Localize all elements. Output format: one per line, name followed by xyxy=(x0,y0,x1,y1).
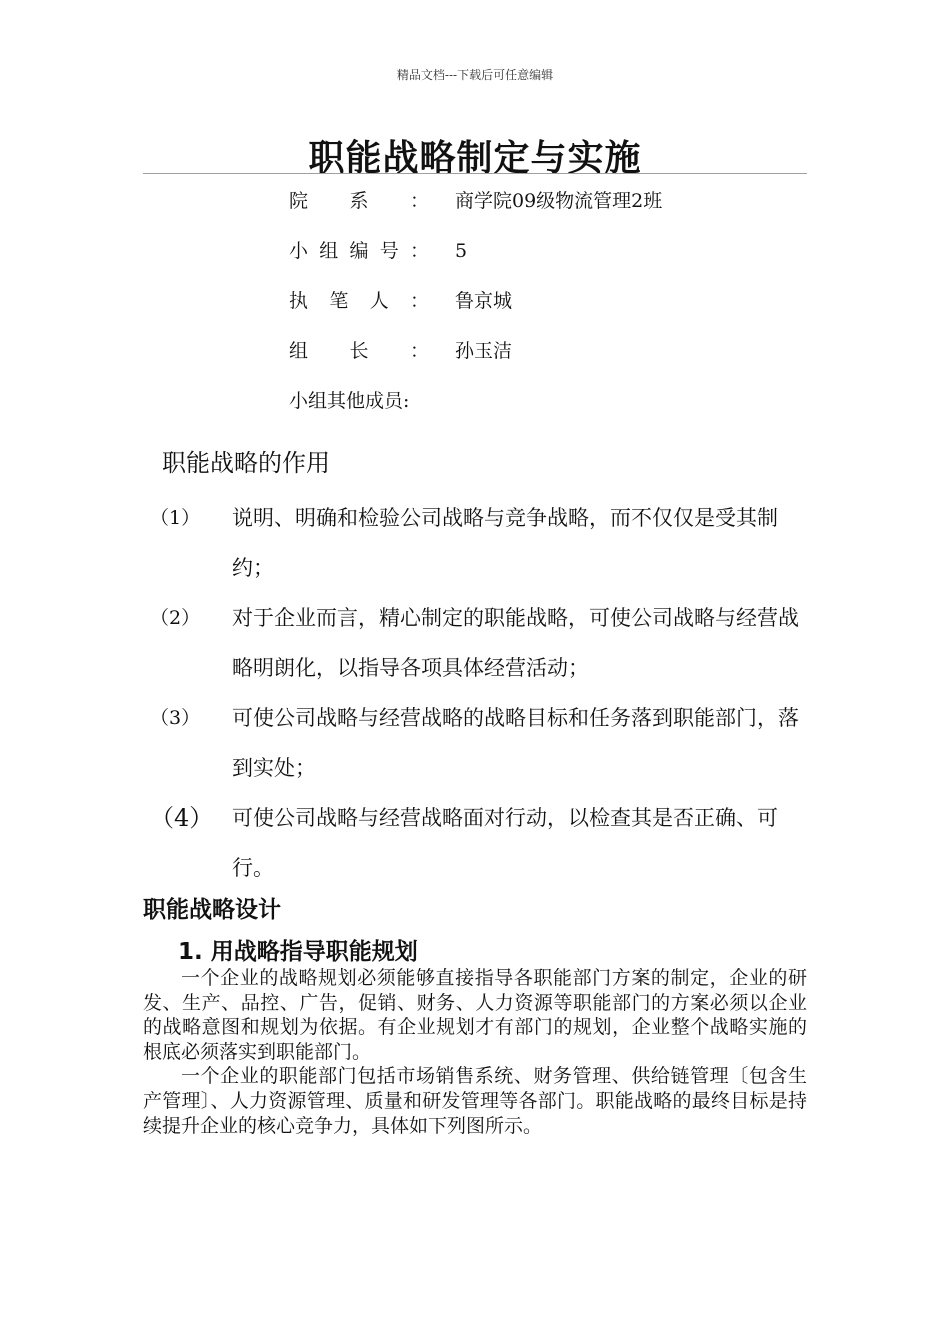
subsection-heading: 1. 用战略指导职能规划 xyxy=(178,939,418,965)
list-item-text: 说明、明确和检验公司战略与竞争战略，而不仅仅是受其制约； xyxy=(232,506,778,580)
writer-label: 执 笔 人 ： xyxy=(289,290,429,312)
group-label: 小 组 编 号 ： xyxy=(289,240,429,262)
list-item xyxy=(150,693,800,793)
list-item-text: 对于企业而言，精心制定的职能战略，可使公司战略与经营战略明朗化，以指导各项具体经营活动； xyxy=(232,606,799,680)
paragraph: 一个企业的职能部门包括市场销售系统、财务管理、供给链管理〔包含生产管理〕、人力资源管理、质量和研发管理等各部门。职能战略的最终目标是持续提升企业的核心竞争力，具体如下列图所示。 xyxy=(143,1065,807,1137)
document-title: 职能战略制定与实施 xyxy=(308,138,642,179)
list-item-text: 可使公司战略与经营战略面对行动，以检查其是否正确、可行。 xyxy=(232,806,778,880)
info-row-leader xyxy=(289,336,809,386)
list-item-number: （1） xyxy=(150,507,201,529)
section-heading-roles: 职能战略的作用 xyxy=(162,449,330,477)
dept-label: 院 系 ： xyxy=(289,190,429,212)
info-row-dept xyxy=(289,186,809,236)
header-note: 精品文档---下载后可任意编辑 xyxy=(396,68,554,82)
list-item xyxy=(150,593,800,693)
group-value: 5 xyxy=(455,240,468,262)
section-heading-design: 职能战略设计 xyxy=(143,897,281,923)
body-text xyxy=(143,966,807,1138)
info-block xyxy=(289,186,809,436)
list-item xyxy=(150,793,800,893)
list-item xyxy=(150,493,800,593)
list-item-number: （4） xyxy=(150,804,214,832)
info-row-group xyxy=(289,236,809,286)
writer-value: 鲁京城 xyxy=(455,290,513,312)
dept-value: 商学院09级物流管理2班 xyxy=(455,190,663,212)
members-label: 小组其他成员: xyxy=(289,390,410,412)
list-item-number: （3） xyxy=(150,707,201,729)
leader-label: 组 长 ： xyxy=(289,340,429,362)
list-item-number: （2） xyxy=(150,607,201,629)
info-row-writer xyxy=(289,286,809,336)
roles-list xyxy=(150,493,800,893)
paragraph: 一个企业的战略规划必须能够直接指导各职能部门方案的制定，企业的研发、生产、品控、广告，促销、财务、人力资源等职能部门的方案必须以企业的战略意图和规划为依据。有企业规划才有部门的规划，企业整个战略实施的根底必须落实到职能部门。 xyxy=(143,967,807,1063)
leader-value: 孙玉洁 xyxy=(455,340,513,362)
info-row-members xyxy=(289,386,809,436)
list-item-text: 可使公司战略与经营战略的战略目标和任务落到职能部门，落到实处； xyxy=(232,706,799,780)
title-underline xyxy=(143,173,807,174)
